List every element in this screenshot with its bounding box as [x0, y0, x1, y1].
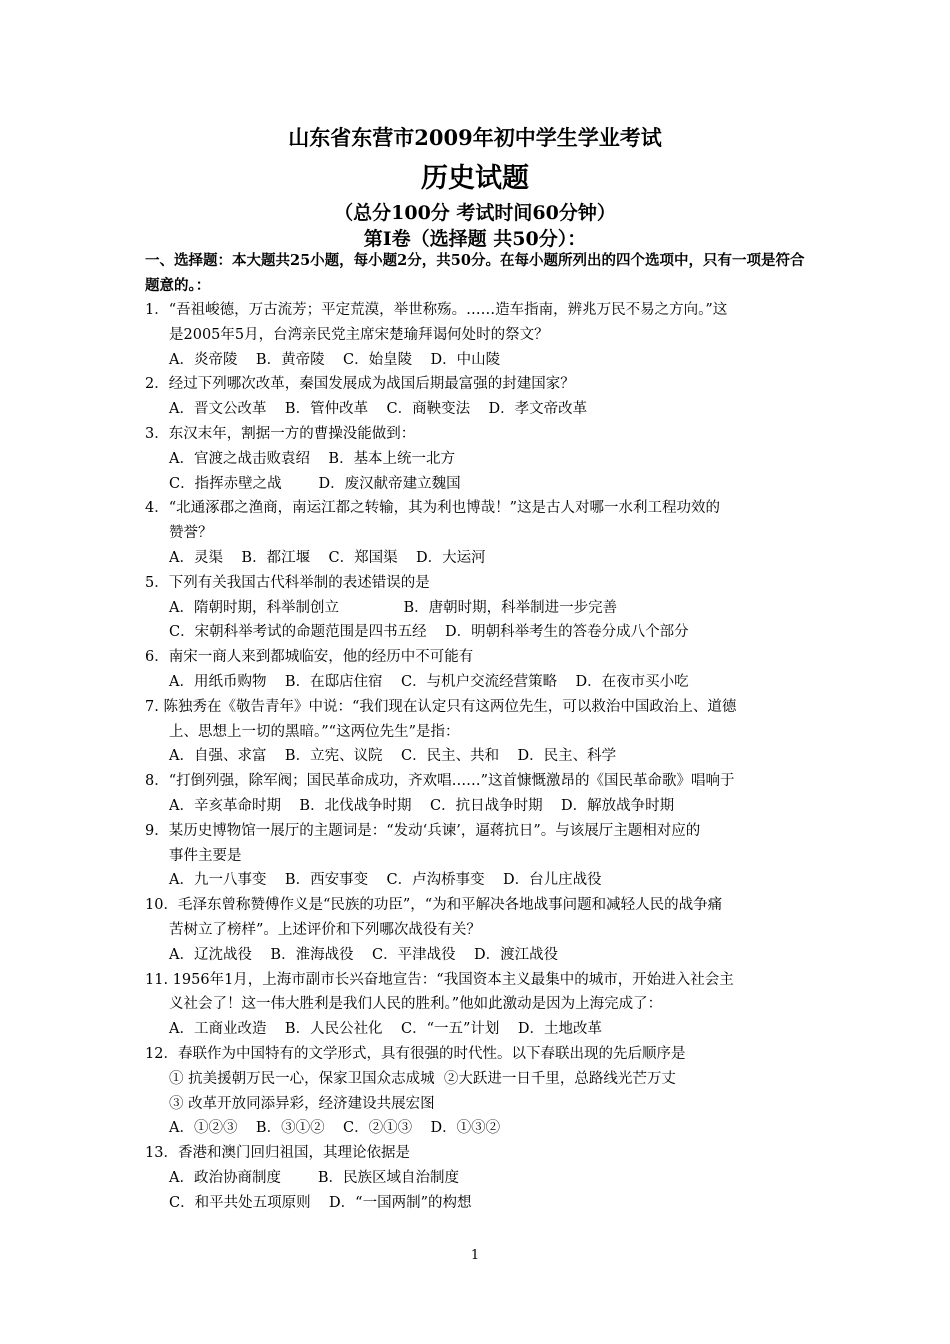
question-line: A．工商业改造 B．人民公社化 C．“一五”计划 D．土地改革: [169, 1021, 602, 1038]
question-line: A．辛亥革命时期 B．北伐战争时期 C．抗日战争时期 D．解放战争时期: [169, 797, 675, 814]
page-number: 1: [470, 1248, 480, 1263]
question-item: [145, 372, 810, 422]
question-item: [145, 1141, 810, 1215]
question-item: [145, 1042, 810, 1141]
question-line: A．晋文公改革 B．管仲改革 C．商鞅变法 D．孝文帝改革: [169, 401, 588, 418]
question-item: [145, 422, 810, 496]
question-stem: 13．香港和澳门回归祖国，其理论依据是: [145, 1145, 410, 1162]
question-line: 事件主要是: [169, 847, 242, 864]
section-title: 第Ⅰ卷（选择题 共50分）：: [363, 228, 587, 250]
question-line: A．政治协商制度 B．民族区域自治制度: [169, 1169, 459, 1186]
question-line: 苦树立了榜样”。上述评价和下列哪次战役有关？: [169, 921, 481, 938]
question-stem: 5．下列有关我国古代科举制的表述错误的是: [145, 574, 430, 591]
question-line: A．九一八事变 B．西安事变 C．卢沟桥事变 D．台儿庄战役: [169, 872, 602, 889]
question-line: 赞誉？: [169, 525, 213, 542]
question-item: [145, 893, 810, 967]
question-stem: 2．经过下列哪次改革，秦国发展成为战国后期最富强的封建国家？: [145, 376, 575, 393]
question-line: A．辽沈战役 B．淮海战役 C．平津战役 D．渡江战役: [169, 946, 559, 963]
question-line: 上、思想上一切的黑暗。”“这两位先生”是指：: [169, 723, 460, 740]
question-item: [145, 571, 810, 645]
question-item: [145, 298, 810, 372]
question-line: A．自强、求富 B．立宪、议院 C．民主、共和 D．民主、科学: [169, 748, 617, 765]
question-line: A．灵渠 B．都江堰 C．郑国渠 D．大运河: [169, 549, 486, 566]
question-stem: 3．东汉末年，割据一方的曹操没能做到：: [145, 425, 416, 442]
question-stem: 7. 陈独秀在《敬告青年》中说：“我们现在认定只有这两位先生，可以救治中国政治上、道德: [145, 698, 737, 715]
question-item: [145, 968, 810, 1042]
exam-region-title: 山东省东营市2009年初中学生学业考试: [288, 125, 662, 150]
question-item: [145, 819, 810, 893]
exam-body: [145, 248, 810, 1215]
question-item: [145, 645, 810, 695]
question-line: 是2005年5月，台湾亲民党主席宋楚瑜拜谒何处时的祭文？: [169, 326, 549, 343]
question-stem: 8．“打倒列强，除军阀；国民革命成功，齐欢唱……”这首慷慨激昂的《国民革命歌》唱响于: [145, 773, 735, 790]
question-stem: 1．“吾祖峻德，万古流芳；平定荒漠，举世称殇。……造车指南，辨兆万民不易之方向。”这: [145, 302, 728, 318]
question-stem: 9．某历史博物馆一展厅的主题词是：“发动‘兵谏’，逼蒋抗日”。与该展厅主题相对应的: [145, 822, 701, 839]
question-line: A．官渡之战击败袁绍 B．基本上统一北方: [169, 450, 456, 467]
question-line: ③ 改革开放同添异彩，经济建设共展宏图: [169, 1095, 435, 1112]
question-item: [145, 496, 810, 570]
question-line: C．指挥赤壁之战 D．废汉献帝建立魏国: [169, 475, 461, 492]
question-stem: 11. 1956年1月，上海市副市长兴奋地宣告：“我国资本主义最集中的城市，开始进入社会主: [145, 971, 734, 988]
question-line: C．宋朝科举考试的命题范围是四书五经 D．明朝科举考生的答卷分成八个部分: [169, 624, 689, 641]
question-line: A．隋朝时期，科举制创立 B．唐朝时期，科举制进一步完善: [169, 599, 618, 616]
question-item: [145, 695, 810, 769]
question-line: ① 抗美援朝万民一心，保家卫国众志成城 ②大跃进一日千里，总路线光芒万丈: [169, 1070, 676, 1087]
question-line: A．①②③ B．③①② C．②①③ D．①③②: [169, 1120, 501, 1137]
question-stem: 6．南宋一商人来到都城临安，他的经历中不可能有: [145, 649, 474, 666]
question-line: A．用纸币购物 B．在邸店住宿 C．与机户交流经营策略 D．在夜市买小吃: [169, 673, 689, 690]
question-line: 义社会了！这一伟大胜利是我们人民的胜利。”他如此激动是因为上海完成了：: [169, 996, 663, 1013]
exam-score-time: （总分100分 考试时间60分钟）: [334, 202, 616, 224]
question-stem: 4．“北通涿郡之渔商，南运江都之转输，其为利也博哉！”这是古人对哪一水利工程功效的: [145, 500, 721, 517]
question-line: A．炎帝陵 B．黄帝陵 C．始皇陵 D．中山陵: [169, 351, 501, 368]
question-list: [145, 298, 810, 1215]
section-instructions: 一、选择题：本大题共25小题，每小题2分，共50分。在每小题所列出的四个选项中，只有一项是符合题意的。：: [145, 252, 805, 294]
question-stem: 10．毛泽东曾称赞傅作义是“民族的功臣”，“为和平解决各地战事问题和减轻人民的战争痛: [145, 897, 723, 914]
question-line: C．和平共处五项原则 D．“一国两制”的构想: [169, 1194, 472, 1211]
question-item: [145, 769, 810, 819]
question-stem: 12．春联作为中国特有的文学形式，具有很强的时代性。以下春联出现的先后顺序是: [145, 1045, 686, 1062]
exam-subject-title: 历史试题: [421, 163, 529, 194]
